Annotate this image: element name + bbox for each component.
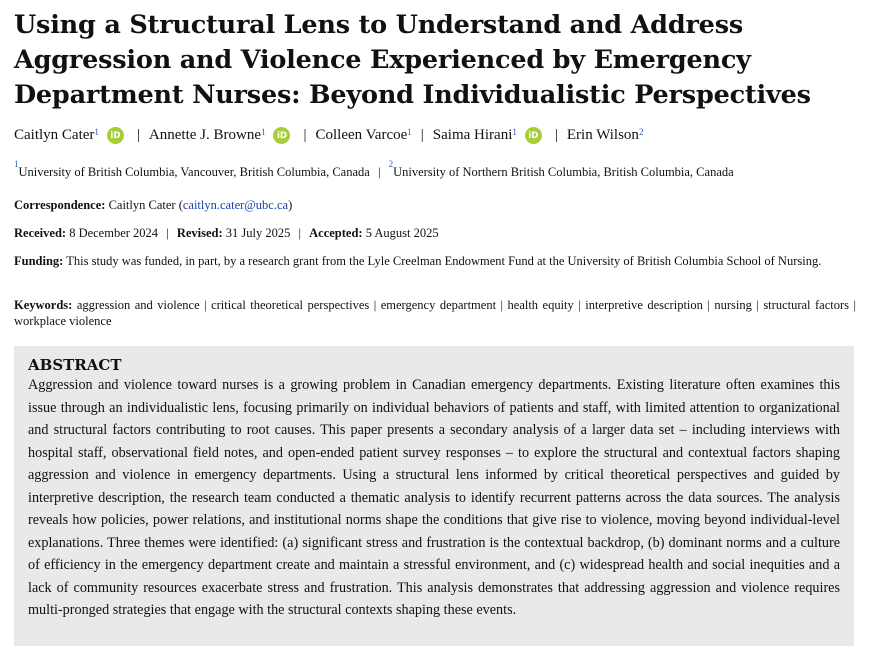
affil-separator: | <box>377 165 381 179</box>
article-title: Using a Structural Lens to Understand and Address Aggression and Violence Experienced by Emergency Department Nurses: Beyond Individualistic Perspectives <box>14 10 811 110</box>
author-name: Saima Hirani <box>432 127 513 143</box>
author-name: Annette J. Browne <box>148 127 261 143</box>
author[interactable]: Erin Wilson $^2$ <box>566 126 644 143</box>
correspondence-name: Caitlyn Cater <box>108 198 176 212</box>
author-name: Caitlyn Cater <box>14 127 95 143</box>
affiliations <box>14 158 734 180</box>
author-name: Erin Wilson <box>566 127 639 143</box>
affil-number: 1 <box>14 158 19 169</box>
correspondence: Correspondence: Caitlyn Cater (caitlyn.cater@ubc.ca) <box>14 198 293 212</box>
abstract-heading: ABSTRACT <box>28 356 122 374</box>
date-separator: | <box>166 226 169 240</box>
keywords-label: Keywords: <box>14 298 73 312</box>
revised-date: 31 July 2025 <box>225 226 291 240</box>
funding-statement <box>14 253 856 269</box>
funding-text: This study was funded, in part, by a research grant from the Lyle Creelman Endowment Fund at the University of British Columbia School of Nursing. <box>66 254 822 268</box>
affiliation-2: University of Northern British Columbia, British Columbia, Canada <box>393 165 734 179</box>
author-name: Colleen Varcoe <box>315 127 408 143</box>
keywords-text: aggression and violence | critical theoretical perspectives | emergency department | health equity | interpretive description | nursing | structural factors | workplace violence <box>14 298 856 328</box>
received-date: 8 December 2024 <box>69 226 159 240</box>
article-dates <box>14 226 439 241</box>
abstract-text: Aggression and violence toward nurses is a growing problem in Canadian emergency departments. Existing literature often examines this issue through an individualistic lens, focusing primarily on individual behaviors of patients and staff, with limited attention to organizational and structural factors contributing to root causes. This paper presents a secondary analysis of a larger data set – including interviews with hospital staff, observational field notes, and open-ended patient survey responses – to explore the structural and contextual factors shaping aggression and violence in emergency departments. Using a structural lens informed by critical theoretical perspectives and guided by interpretive description, the research team conducted a thematic analysis to identify recurrent patterns across the data sources. The analysis reveals how policies, power relations, and institutional norms shape the conditions that give rise to violence, moving beyond individual-level explanations. Three themes were identified: (a) significant stress and frustration is the contextual backdrop, (b) dominant norms and a culture of efficiency in the emergency department create and maintain a stressful environment, and (c) widespread health and social inequities and a lack of community resources exacerbate stress and frustration. This analysis demonstrates that addressing aggression and violence requires multi-pronged strategies that engage with the structural contexts shaping these events. <box>28 377 840 618</box>
orcid-icon[interactable]: iD <box>273 127 290 144</box>
author[interactable]: Annette J. Browne $^1$ iD <box>149 127 295 144</box>
author[interactable]: Caitlyn Cater $^1$ iD <box>14 127 128 144</box>
accepted-label: Accepted: <box>309 226 363 240</box>
accepted-date: 5 August 2025 <box>365 226 439 240</box>
funding-label: Funding: <box>14 254 64 268</box>
orcid-icon[interactable]: iD <box>525 127 542 144</box>
keywords <box>14 297 856 329</box>
received-label: Received: <box>14 226 67 240</box>
author-separator: | <box>303 127 307 143</box>
author[interactable]: Saima Hirani $^1$ iD <box>433 127 546 144</box>
author-separator: | <box>136 127 140 143</box>
abstract-panel <box>14 346 854 646</box>
correspondence-email-link[interactable]: caitlyn.cater@ubc.ca <box>182 198 289 212</box>
affil-number: 2 <box>388 158 394 169</box>
author-list <box>14 127 643 144</box>
author-separator: | <box>420 127 424 143</box>
orcid-icon[interactable]: iD <box>107 127 124 144</box>
date-separator: | <box>298 226 301 240</box>
author-separator: | <box>554 127 558 143</box>
correspondence-label: Correspondence: <box>14 198 106 212</box>
author[interactable]: Colleen Varcoe $^1$ <box>315 126 412 143</box>
revised-label: Revised: <box>176 226 223 240</box>
affiliation-1: University of British Columbia, Vancouver, British Columbia, Canada <box>18 165 370 179</box>
